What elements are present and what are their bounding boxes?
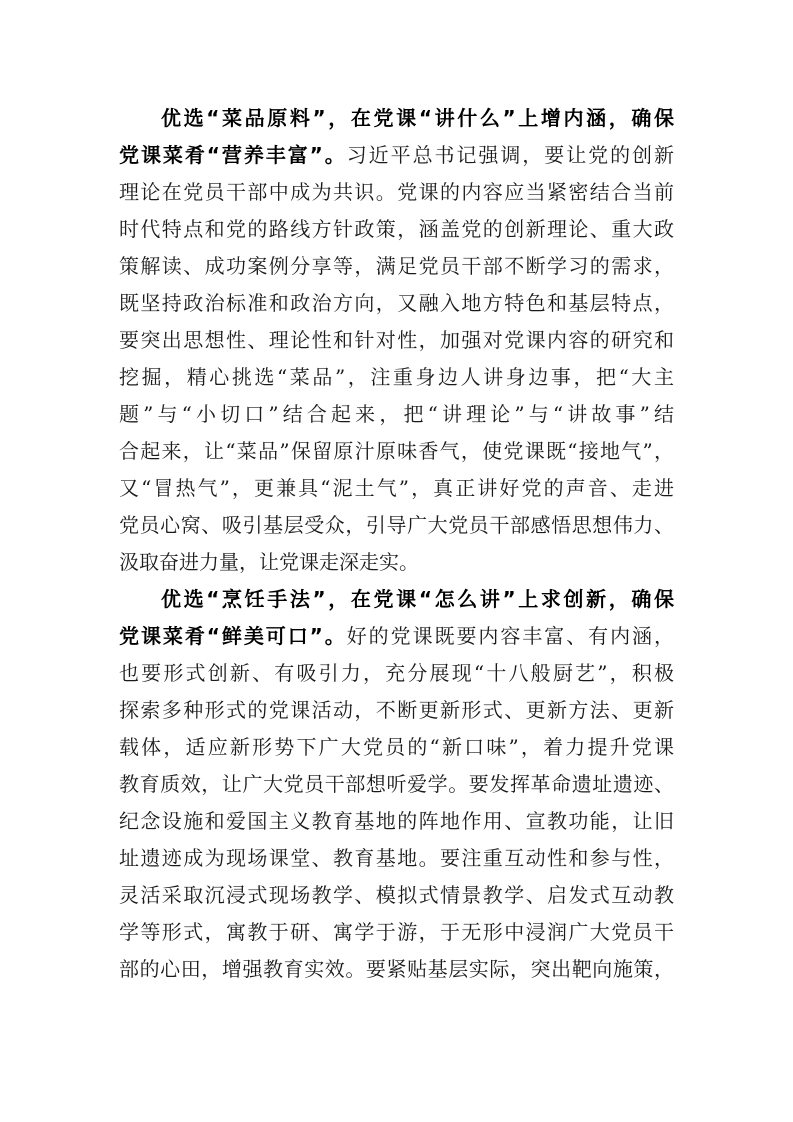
body-text: 汲取奋进力量，让党课走深走实。 [119,550,419,574]
body-text: 又“冒热气”，更兼具“泥土气”，真正讲好党的声音、走进 [119,476,674,500]
text-line [119,507,674,544]
body-text: 习近平总书记强调，要让党的创新 [346,143,674,167]
text-line [119,285,674,322]
text-line [119,174,674,211]
text-line [119,433,674,470]
body-text: 理论在党员干部中成为共识。党课的内容应当紧密结合当前 [119,180,674,204]
body-text: 时代特点和党的路线方针政策，涵盖党的创新理论、重大政 [119,217,674,241]
text-line [119,470,674,507]
text-line [119,766,674,803]
text-line [119,137,674,174]
text-line [119,322,674,359]
paragraph-2 [119,581,674,988]
body-text: 教育质效，让广大党员干部想听爱学。要发挥革命遗址遗迹、 [119,772,674,796]
bold-heading-text: 党课菜肴“营养丰富”。 [119,143,347,167]
text-line [119,692,674,729]
text-line [119,877,674,914]
text-line [119,544,674,581]
body-text: 学等形式，寓教于研、寓学于游，于无形中浸润广大党员干 [119,920,674,944]
text-line [119,211,674,248]
body-text: 部的心田，增强教育实效。要紧贴基层实际，突出靶向施策， [119,957,674,981]
text-line [119,840,674,877]
body-text: 址遗迹成为现场课堂、教育基地。要注重互动性和参与性， [119,846,674,870]
text-line [119,951,674,988]
text-line [119,655,674,692]
text-line [119,248,674,285]
body-text: 纪念设施和爱国主义教育基地的阵地作用、宣教功能，让旧 [119,809,674,833]
body-text: 挖掘，精心挑选“菜品”，注重身边人讲身边事，把“大主 [119,365,674,389]
bold-heading-text: 党课菜肴“鲜美可口”。 [119,624,347,648]
body-text: 既坚持政治标准和政治方向，又融入地方特色和基层特点， [119,291,674,315]
body-text: 策解读、成功案例分享等，满足党员干部不断学习的需求， [119,254,674,278]
body-text: 要突出思想性、理论性和针对性，加强对党课内容的研究和 [119,328,674,352]
text-line [119,803,674,840]
text-line [119,396,674,433]
body-text: 灵活采取沉浸式现场教学、模拟式情景教学、启发式互动教 [119,883,674,907]
body-text: 题”与“小切口”结合起来，把“讲理论”与“讲故事”结 [119,402,674,426]
body-text: 载体，适应新形势下广大党员的“新口味”，着力提升党课 [119,735,674,759]
text-line [119,581,674,618]
document-body [119,100,674,988]
text-line [119,618,674,655]
body-text: 探索多种形式的党课活动，不断更新形式、更新方法、更新 [119,698,674,722]
text-line [119,729,674,766]
text-line [119,359,674,396]
paragraph-1 [119,100,674,581]
body-text: 好的党课既要内容丰富、有内涵， [346,624,674,648]
body-text: 党员心窝、吸引基层受众，引导广大党员干部感悟思想伟力、 [119,513,674,537]
body-text: 合起来，让“菜品”保留原汁原味香气，使党课既“接地气”， [119,439,674,463]
bold-heading-text: 优选“烹饪手法”，在党课“怎么讲”上求创新，确保 [161,587,674,611]
bold-heading-text: 优选“菜品原料”，在党课“讲什么”上增内涵，确保 [161,106,674,130]
text-line [119,914,674,951]
text-line [119,100,674,137]
body-text: 也要形式创新、有吸引力，充分展现“十八般厨艺”，积极 [119,661,674,685]
